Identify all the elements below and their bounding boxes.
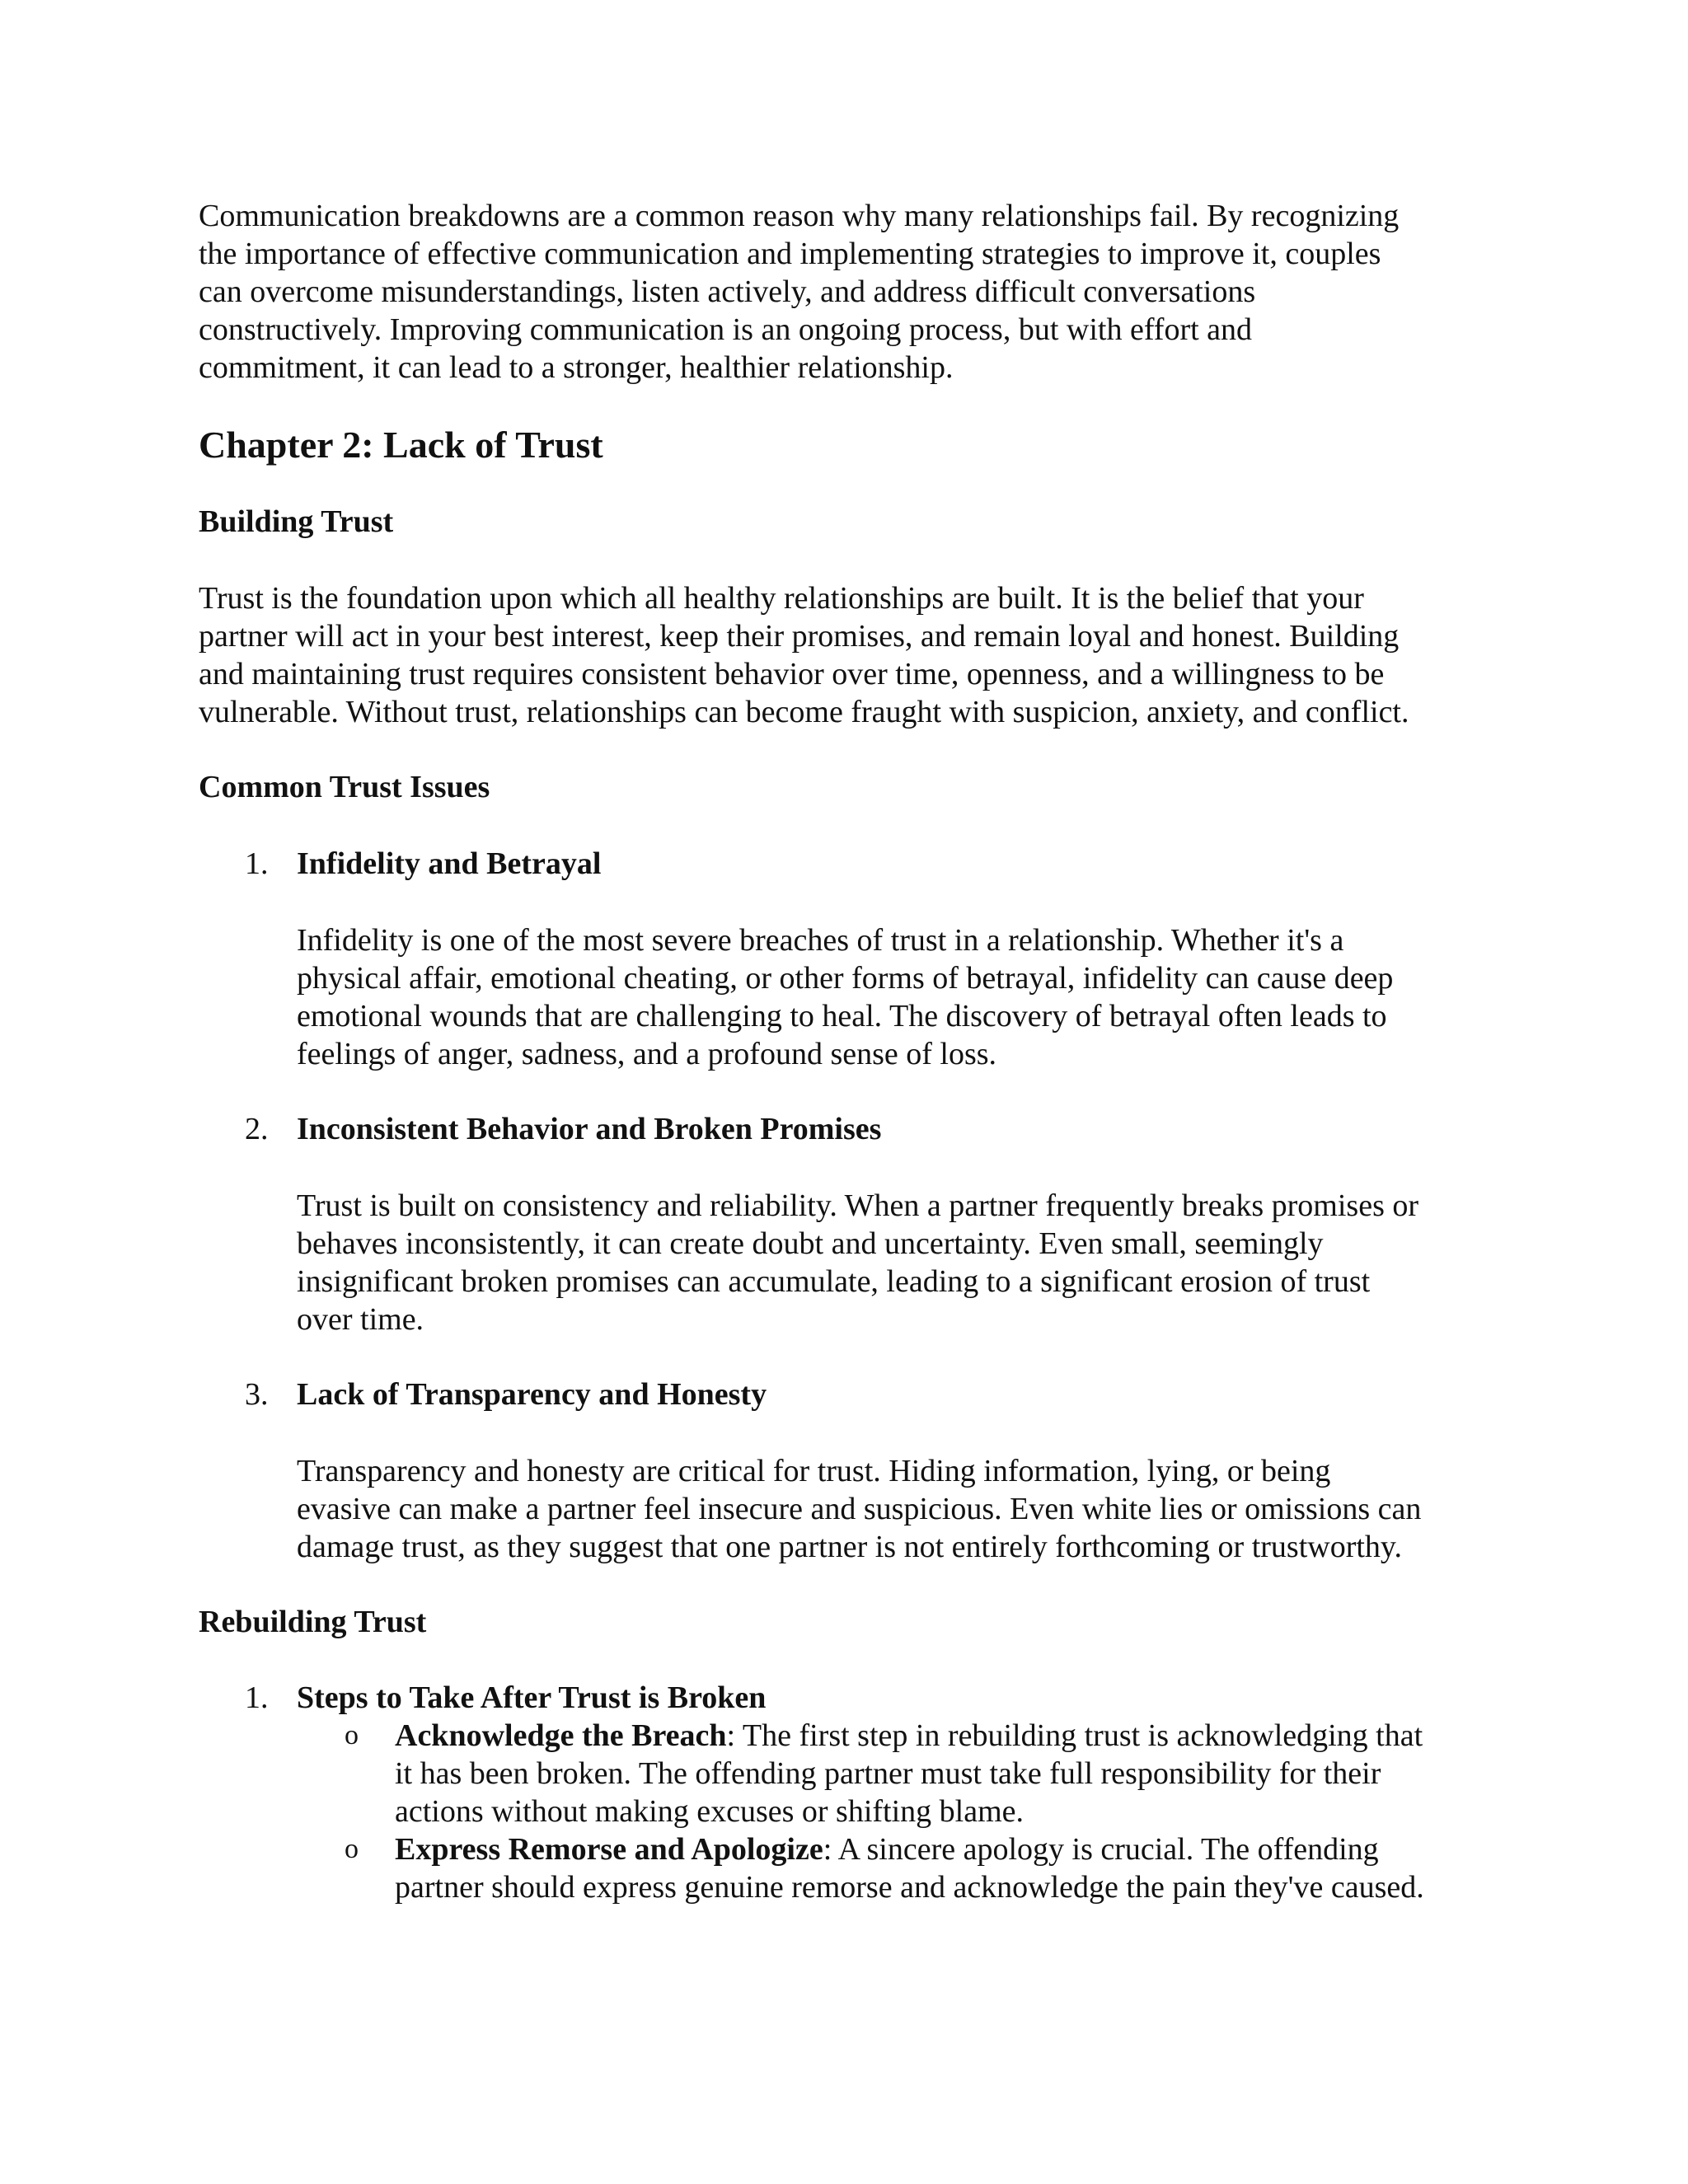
list-item-title: Infidelity and Betrayal bbox=[297, 846, 602, 881]
list-number: 1. bbox=[245, 1680, 269, 1715]
list-item-title: Lack of Transparency and Honesty bbox=[297, 1377, 767, 1412]
text-line bbox=[395, 1830, 1499, 1868]
list-item-title: Steps to Take After Trust is Broken bbox=[297, 1680, 767, 1715]
text-line: feelings of anger, sadness, and a profound sense of loss. bbox=[297, 1037, 997, 1071]
bullet-marker: o bbox=[345, 1720, 359, 1750]
sub-item-text: : The first step in rebuilding trust is acknowledging that bbox=[726, 1718, 1423, 1753]
text-line: Trust is the foundation upon which all healthy relationships are built. It is the belief that your bbox=[199, 581, 1364, 616]
text-line: actions without making excuses or shifting blame. bbox=[395, 1794, 1025, 1829]
sub-item-term: Acknowledge the Breach bbox=[395, 1718, 727, 1753]
text-line: partner should express genuine remorse and acknowledge the pain they've caused. bbox=[395, 1870, 1424, 1905]
text-line: commitment, it can lead to a stronger, healthier relationship. bbox=[199, 350, 954, 385]
text-line: over time. bbox=[297, 1302, 424, 1337]
bullet-marker: o bbox=[345, 1834, 359, 1864]
text-line: Trust is built on consistency and reliability. When a partner frequently breaks promises or bbox=[297, 1188, 1419, 1223]
building-trust-paragraph bbox=[199, 579, 1493, 731]
text-line: vulnerable. Without trust, relationships can become fraught with suspicion, anxiety, and conflict. bbox=[199, 695, 1409, 729]
list-item-paragraph bbox=[297, 921, 1492, 1073]
sub-item-term: Express Remorse and Apologize bbox=[395, 1832, 823, 1867]
text-line: damage trust, as they suggest that one partner is not entirely forthcoming or trustworthy. bbox=[297, 1530, 1402, 1564]
intro-paragraph bbox=[199, 197, 1493, 387]
text-line: insignificant broken promises can accumulate, leading to a significant erosion of trust bbox=[297, 1264, 1371, 1299]
list-number: 3. bbox=[245, 1377, 269, 1412]
text-line: Communication breakdowns are a common reason why many relationships fail. By recognizing bbox=[199, 199, 1400, 233]
text-line: physical affair, emotional cheating, or other forms of betrayal, infidelity can cause deep bbox=[297, 961, 1394, 996]
text-line: partner will act in your best interest, keep their promises, and remain loyal and honest. Building bbox=[199, 619, 1400, 654]
text-line: Infidelity is one of the most severe breaches of trust in a relationship. Whether it's a bbox=[297, 923, 1344, 958]
text-line: behaves inconsistently, it can create doubt and uncertainty. Even small, seemingly bbox=[297, 1226, 1324, 1261]
text-line: emotional wounds that are challenging to heal. The discovery of betrayal often leads to bbox=[297, 999, 1387, 1033]
text-line: it has been broken. The offending partner must take full responsibility for their bbox=[395, 1756, 1381, 1791]
text-line: and maintaining trust requires consistent behavior over time, openness, and a willingness to be bbox=[199, 657, 1385, 691]
sub-list-item bbox=[395, 1717, 1499, 1830]
section-heading-rebuilding-trust: Rebuilding Trust bbox=[199, 1605, 427, 1639]
chapter-title: Chapter 2: Lack of Trust bbox=[199, 424, 603, 466]
text-line bbox=[395, 1717, 1499, 1755]
text-line: evasive can make a partner feel insecure and suspicious. Even white lies or omissions can bbox=[297, 1492, 1422, 1526]
list-number: 1. bbox=[245, 846, 269, 881]
list-item-paragraph bbox=[297, 1187, 1492, 1338]
list-number: 2. bbox=[245, 1112, 269, 1146]
text-line: can overcome misunderstandings, listen actively, and address difficult conversations bbox=[199, 274, 1256, 309]
text-line: Transparency and honesty are critical for trust. Hiding information, lying, or being bbox=[297, 1454, 1331, 1488]
section-heading-building-trust: Building Trust bbox=[199, 504, 394, 539]
section-heading-common-trust-issues: Common Trust Issues bbox=[199, 770, 490, 804]
text-line: constructively. Improving communication is an ongoing process, but with effort and bbox=[199, 312, 1253, 347]
sub-list-item bbox=[395, 1830, 1499, 1906]
text-line: the importance of effective communication and implementing strategies to improve it, couples bbox=[199, 237, 1381, 271]
list-item-paragraph bbox=[297, 1452, 1492, 1566]
list-item-title: Inconsistent Behavior and Broken Promises bbox=[297, 1112, 882, 1146]
sub-item-text: : A sincere apology is crucial. The offending bbox=[823, 1832, 1379, 1867]
